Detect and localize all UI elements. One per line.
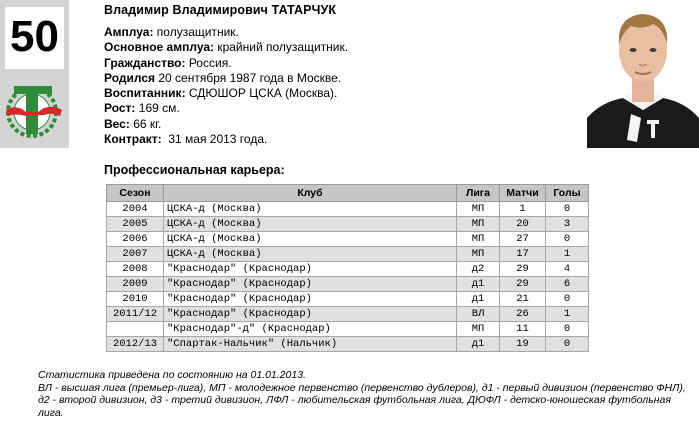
club-logo-icon bbox=[4, 78, 64, 142]
table-header-row bbox=[107, 185, 589, 202]
table-row: 2009 "Краснодар" (Краснодар) д1 29 6 bbox=[107, 277, 589, 292]
table-row: 2011/12 "Краснодар" (Краснодар) ВЛ 26 1 bbox=[107, 307, 589, 322]
table-row: 2010 "Краснодар" (Краснодар) д1 21 0 bbox=[107, 292, 589, 307]
table-row: 2004 ЦСКА-д (Москва) МП 1 0 bbox=[107, 202, 589, 217]
info-birth: Родился 20 сентября 1987 года в Москве. bbox=[104, 70, 342, 85]
number-box bbox=[5, 7, 64, 69]
career-table bbox=[106, 184, 589, 352]
player-photo bbox=[587, 2, 699, 148]
info-contract: Контракт: 31 мая 2013 года. bbox=[104, 132, 268, 147]
info-main-role: Основное амплуа: крайний полузащитник. bbox=[104, 40, 349, 55]
table-row: 2006 ЦСКА-д (Москва) МП 27 0 bbox=[107, 232, 589, 247]
left-sidebar bbox=[0, 0, 69, 148]
footnote-date: Статистика приведена по состоянию на 01.01.2013. bbox=[38, 369, 306, 381]
header-matches: Матчи bbox=[500, 185, 546, 202]
footnote bbox=[38, 369, 688, 419]
header-season: Сезон bbox=[107, 185, 164, 202]
player-info bbox=[104, 25, 348, 147]
info-role: Амплуа: полузащитник. bbox=[104, 25, 239, 39]
table-row: 2007 ЦСКА-д (Москва) МП 17 1 bbox=[107, 247, 589, 262]
info-citizenship: Гражданство: Россия. bbox=[104, 55, 232, 70]
footnote-legend: ВЛ - высшая лига (премьер-лига), МП - молодежное первенство (первенство дублеров), д1 - первый дивизион (первенство ФНЛ), д2 - второй дивизион, д3 - третий дивизион, ЛФЛ - любительская футбольная лига, ДЮФЛ - детско-юношеская футбольная лига. bbox=[38, 381, 686, 419]
info-academy: Воспитанник: СДЮШОР ЦСКА (Москва). bbox=[104, 86, 338, 101]
player-name: Владимир Владимирович ТАТАРЧУК bbox=[104, 3, 337, 17]
info-weight: Вес: 66 кг. bbox=[104, 116, 162, 131]
career-title: Профессиональная карьера: bbox=[104, 163, 285, 177]
table-row: 2008 "Краснодар" (Краснодар) д2 29 4 bbox=[107, 262, 589, 277]
table-row: 2012/13 "Спартак-Нальчик" (Нальчик) д1 19 0 bbox=[107, 337, 589, 352]
info-height: Рост: 169 см. bbox=[104, 101, 180, 116]
header-league: Лига bbox=[457, 185, 500, 202]
player-number: 50 bbox=[10, 12, 59, 61]
header-goals: Голы bbox=[546, 185, 589, 202]
table-row: 2005 ЦСКА-д (Москва) МП 20 3 bbox=[107, 217, 589, 232]
table-row: "Краснодар"-д" (Краснодар) МП 11 0 bbox=[107, 322, 589, 337]
header-club: Клуб bbox=[164, 185, 457, 202]
